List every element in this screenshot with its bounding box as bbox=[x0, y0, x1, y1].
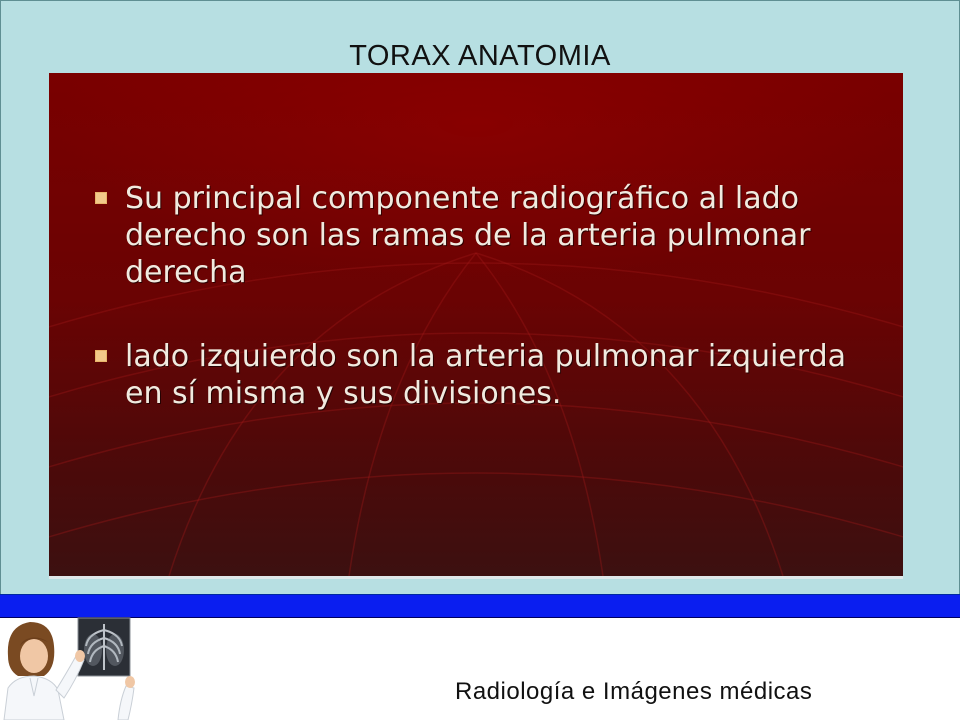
footer-caption: Radiología e Imágenes médicas bbox=[455, 678, 813, 705]
square-bullet-icon bbox=[95, 192, 107, 204]
content-panel bbox=[49, 73, 903, 576]
bottom-color-bar bbox=[0, 594, 960, 618]
doctor-holding-xray-icon bbox=[0, 616, 155, 720]
square-bullet-icon bbox=[95, 350, 107, 362]
bullet-list bbox=[93, 180, 883, 412]
bullet-item-2 bbox=[93, 338, 883, 412]
bullet-item-1 bbox=[93, 180, 883, 291]
slide-title: TORAX ANATOMIA bbox=[349, 40, 611, 72]
bullet-text-1: Su principal componente radiográfico al lado derecho son las ramas de la arteria pulmonar derecha bbox=[125, 181, 811, 290]
bullet-text-2: lado izquierdo son la arteria pulmonar izquierda en sí misma y sus divisiones. bbox=[125, 339, 847, 411]
